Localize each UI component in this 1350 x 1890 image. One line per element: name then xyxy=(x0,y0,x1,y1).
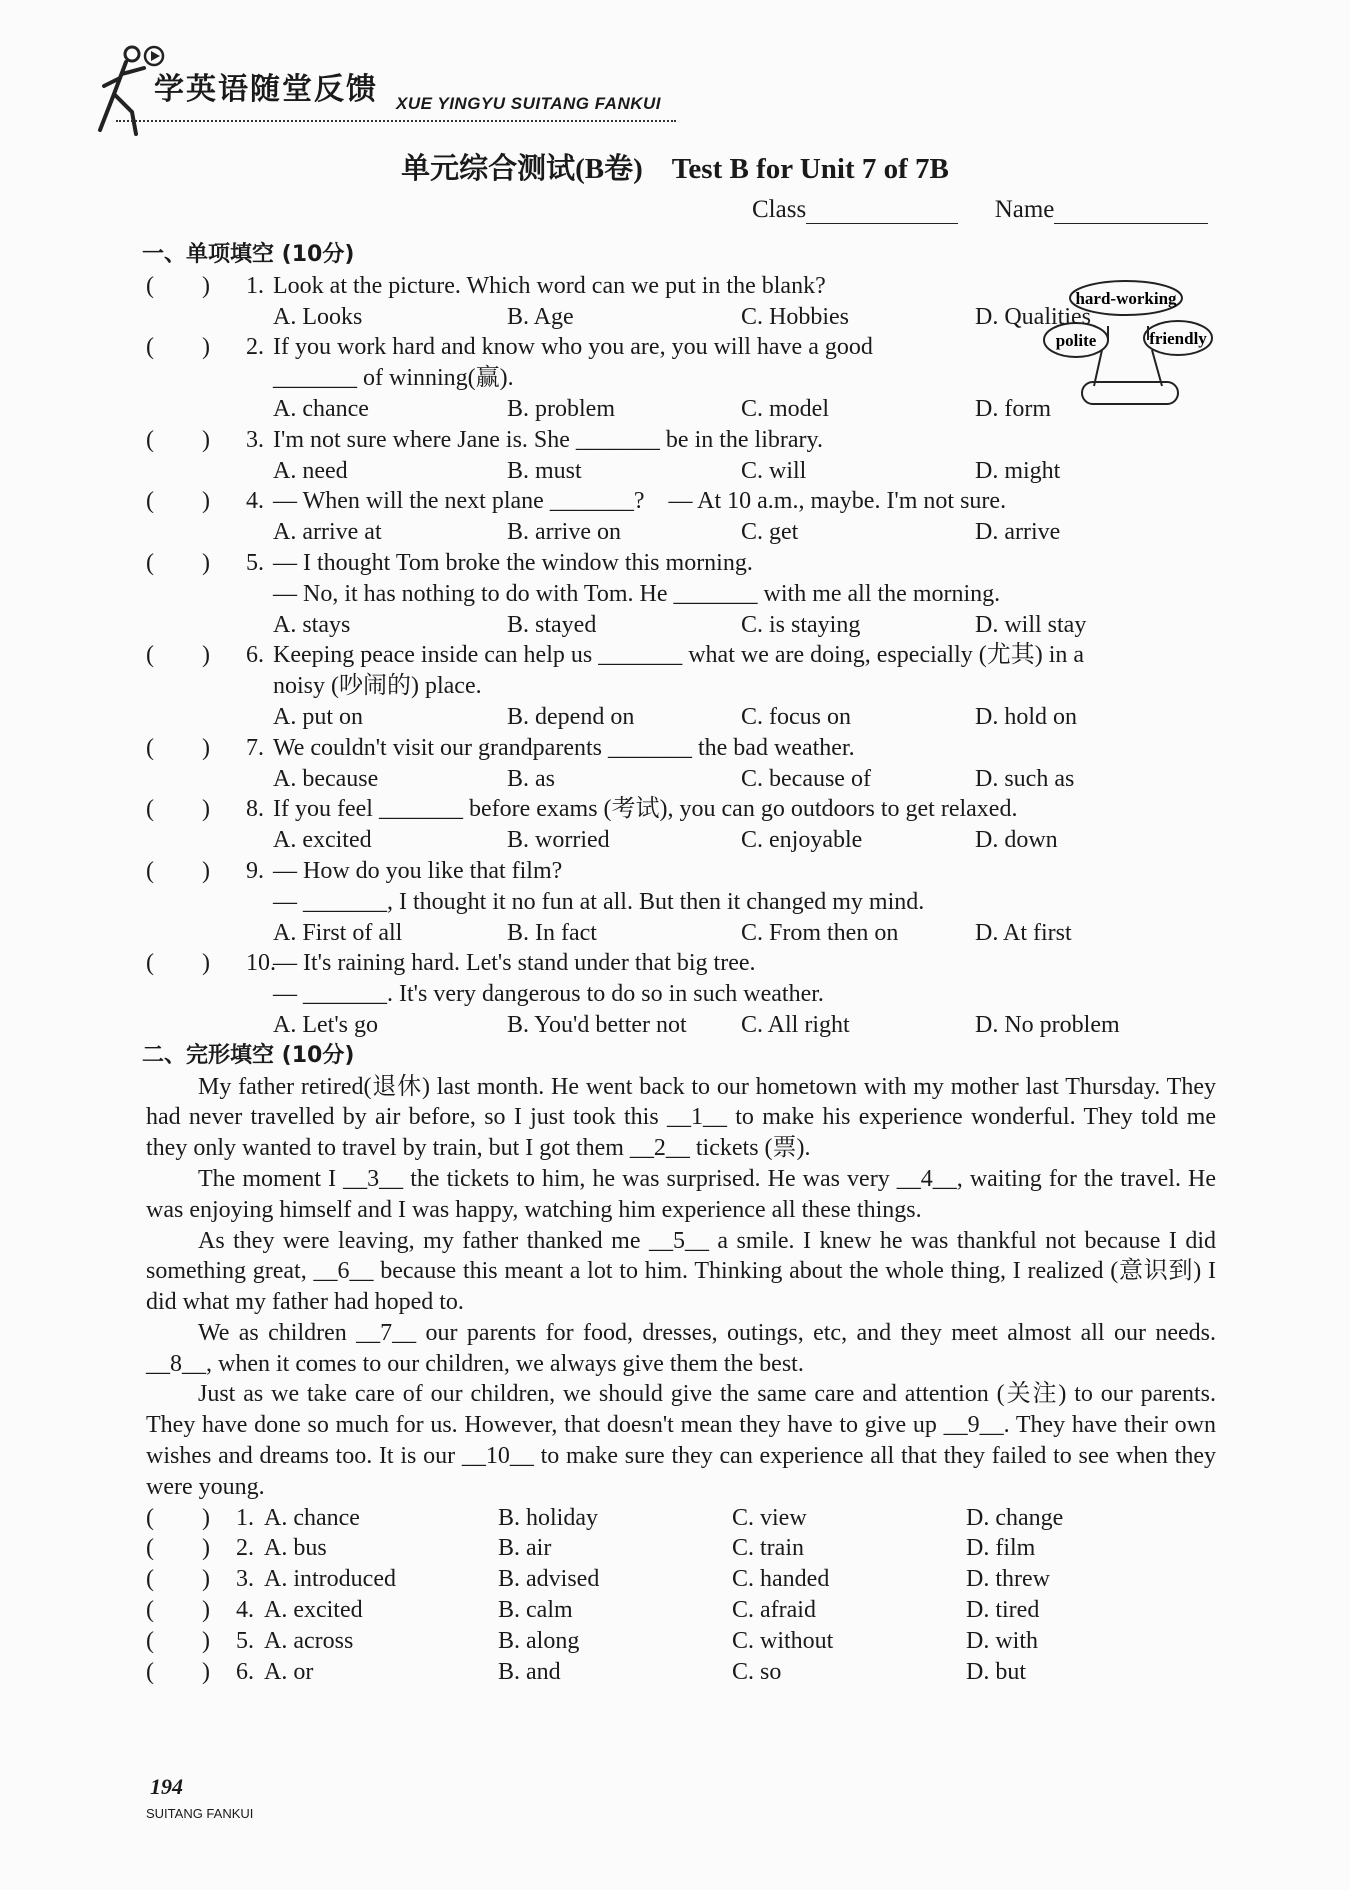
class-label: Class xyxy=(752,196,807,223)
answer-bracket[interactable]: ( ) xyxy=(146,334,210,361)
option[interactable]: D. At first xyxy=(975,919,1072,946)
option[interactable]: D. down xyxy=(975,827,1058,854)
question-text: — It's raining hard. Let's stand under that big tree. xyxy=(273,950,756,977)
question-number: 5. xyxy=(246,549,264,576)
answer-bracket[interactable]: ( ) xyxy=(146,1627,210,1654)
tree-word-friendly: friendly xyxy=(1149,329,1207,348)
page-number: 194 xyxy=(150,1774,183,1799)
option[interactable]: D. Qualities xyxy=(975,303,1091,330)
answer-bracket[interactable]: ( ) xyxy=(146,1597,210,1624)
cloze-option-row xyxy=(146,1595,1216,1626)
option[interactable]: A. or xyxy=(264,1658,314,1685)
question-number: 8. xyxy=(246,796,264,823)
header-logo xyxy=(96,42,696,138)
answer-bracket[interactable]: ( ) xyxy=(146,857,210,884)
question-text: Keeping peace inside can help us _______ what we are doing, especially (尤其) in a xyxy=(273,642,1085,669)
section1-questions xyxy=(146,271,1216,1041)
answer-bracket[interactable]: ( ) xyxy=(146,1658,210,1685)
question-text: If you feel _______ before exams (考试), you can go outdoors to get relaxed. xyxy=(273,796,1018,823)
answer-bracket[interactable]: ( ) xyxy=(146,1566,210,1593)
option[interactable]: A. put on xyxy=(273,703,363,730)
logo-underline xyxy=(116,120,676,122)
question-line xyxy=(146,425,1216,456)
options-row xyxy=(146,918,1216,949)
question-text: — _______. It's very dangerous to do so in such weather. xyxy=(273,981,824,1008)
option[interactable]: A. introduced xyxy=(264,1566,396,1593)
answer-bracket[interactable]: ( ) xyxy=(146,549,210,576)
name-label: Name xyxy=(994,196,1055,223)
answer-bracket[interactable]: ( ) xyxy=(146,642,210,669)
option[interactable]: C. without xyxy=(732,1627,834,1654)
option[interactable]: B. stayed xyxy=(507,611,597,638)
option[interactable]: B. holiday xyxy=(498,1504,598,1531)
option[interactable]: C. handed xyxy=(732,1566,830,1593)
question-line xyxy=(146,363,1216,394)
passage-paragraph: My father retired(退休) last month. He went back to our hometown with my mother last Thursday. They had never travelled by air before, so I just took this __1__ to make his experience wonderful. They told me they only wanted to travel by train, but I got them __2__ tickets (票). xyxy=(146,1073,1216,1162)
option[interactable]: D. film xyxy=(966,1535,1036,1562)
question-line xyxy=(146,579,1216,610)
option[interactable]: D. such as xyxy=(975,765,1075,792)
option[interactable]: D. threw xyxy=(966,1566,1050,1593)
question-number: 2. xyxy=(246,334,264,361)
option[interactable]: C. view xyxy=(732,1504,807,1531)
question-line xyxy=(146,887,1216,918)
answer-bracket[interactable]: ( ) xyxy=(146,426,210,453)
question-number: 7. xyxy=(246,734,264,761)
option[interactable]: A. because xyxy=(273,765,379,792)
option[interactable]: B. In fact xyxy=(507,919,597,946)
question-text: — I thought Tom broke the window this morning. xyxy=(273,549,753,576)
question-text: We couldn't visit our grandparents _______ the bad weather. xyxy=(273,734,855,761)
answer-bracket[interactable]: ( ) xyxy=(146,488,210,515)
option[interactable]: A. arrive at xyxy=(273,519,382,546)
cloze-option-row xyxy=(146,1503,1216,1534)
tree-word-polite: polite xyxy=(1055,331,1097,350)
option[interactable]: C. focus on xyxy=(741,703,851,730)
question-number: 4. xyxy=(246,488,264,515)
question-line xyxy=(146,271,1216,302)
option[interactable]: C. get xyxy=(741,519,799,546)
option[interactable]: B. depend on xyxy=(507,703,635,730)
option[interactable]: A. stays xyxy=(273,611,351,638)
option[interactable]: B. as xyxy=(507,765,555,792)
option[interactable]: C. Hobbies xyxy=(741,303,849,330)
question-number: 1. xyxy=(246,272,264,299)
worksheet-content xyxy=(142,240,1216,1687)
question-line xyxy=(146,640,1216,671)
options-row xyxy=(146,456,1216,487)
passage-paragraph: The moment I __3__ the tickets to him, he was surprised. He was very __4__, waiting for the travel. He was enjoying himself and I was happy, watching him experience all these things. xyxy=(146,1165,1216,1223)
option[interactable]: D. No problem xyxy=(975,1011,1120,1038)
option[interactable]: B. and xyxy=(498,1658,561,1685)
option[interactable]: A. Let's go xyxy=(273,1011,378,1038)
question-text: _______ of winning(赢). xyxy=(273,365,514,392)
question-text: If you work hard and know who you are, you will have a good xyxy=(273,334,873,361)
cloze-option-row xyxy=(146,1657,1216,1688)
question-number: 3. xyxy=(246,426,264,453)
logo-chinese: 学英语随堂反馈 xyxy=(154,72,378,107)
class-blank[interactable] xyxy=(806,199,958,224)
options-row xyxy=(146,1010,1216,1041)
name-blank[interactable] xyxy=(1054,199,1208,224)
options-row xyxy=(146,302,1216,333)
page-title: 单元综合测试(B卷) Test B for Unit 7 of 7B xyxy=(401,153,949,185)
option[interactable]: D. but xyxy=(966,1658,1026,1685)
question-text: — No, it has nothing to do with Tom. He _______ with me all the morning. xyxy=(273,580,1001,607)
option[interactable]: B. calm xyxy=(498,1597,573,1624)
option[interactable]: A. excited xyxy=(264,1597,363,1624)
question-line xyxy=(146,948,1216,979)
option[interactable]: A. First of all xyxy=(273,919,403,946)
passage-paragraph: Just as we take care of our children, we should give the same care and attention (关注) to our parents. They have done so much for us. However, that doesn't mean they have to give up __9__. They have their own wishes and dreams too. It is our __10__ to make sure they can experience all that they failed to see when they were young. xyxy=(146,1381,1216,1500)
option[interactable]: B. along xyxy=(498,1627,580,1654)
question-line xyxy=(146,856,1216,887)
passage-paragraph: We as children __7__ our parents for food, dresses, outings, etc, and they meet almost all our needs. __8__, when it comes to our children, we always give them the best. xyxy=(146,1319,1216,1377)
options-row xyxy=(146,702,1216,733)
answer-bracket[interactable]: ( ) xyxy=(146,734,210,761)
question-line xyxy=(146,486,1216,517)
question-number: 9. xyxy=(246,857,264,884)
cloze-option-row xyxy=(146,1533,1216,1564)
option[interactable]: A. chance xyxy=(273,395,369,422)
answer-bracket[interactable]: ( ) xyxy=(146,796,210,823)
option[interactable]: D. arrive xyxy=(975,519,1061,546)
option[interactable]: D. hold on xyxy=(975,703,1077,730)
option[interactable]: D. change xyxy=(966,1504,1064,1531)
option[interactable]: D. will stay xyxy=(975,611,1087,638)
cloze-option-row xyxy=(146,1564,1216,1595)
option[interactable]: D. tired xyxy=(966,1597,1040,1624)
question-line xyxy=(146,979,1216,1010)
option[interactable]: D. with xyxy=(966,1627,1038,1654)
question-text: — How do you like that film? xyxy=(273,857,563,884)
answer-bracket[interactable]: ( ) xyxy=(146,272,210,299)
cloze-option-row xyxy=(146,1626,1216,1657)
options-row xyxy=(146,394,1216,425)
options-row xyxy=(146,825,1216,856)
question-line xyxy=(146,733,1216,764)
option[interactable]: B. air xyxy=(498,1535,552,1562)
question-number: 5. xyxy=(236,1627,254,1654)
option[interactable]: B. worried xyxy=(507,827,610,854)
section2-heading: 二、完形填空 (10分) xyxy=(142,1042,355,1068)
question-text: — When will the next plane _______? — At 10 a.m., maybe. I'm not sure. xyxy=(273,488,1007,515)
tree-word-hard-working: hard-working xyxy=(1075,289,1177,308)
answer-bracket[interactable]: ( ) xyxy=(146,950,210,977)
option[interactable]: C. enjoyable xyxy=(741,827,863,854)
section1-heading: 一、单项填空 (10分) xyxy=(142,242,355,267)
question-line xyxy=(146,332,1216,363)
option[interactable]: A. excited xyxy=(273,827,372,854)
option[interactable]: C. so xyxy=(732,1658,782,1685)
option[interactable]: A. bus xyxy=(264,1535,327,1562)
question-number: 10. xyxy=(246,950,276,977)
option[interactable]: C. From then on xyxy=(741,919,899,946)
answer-bracket[interactable]: ( ) xyxy=(146,1504,210,1531)
logo-english: XUE YINGYU SUITANG FANKUI xyxy=(396,94,662,113)
option[interactable]: B. problem xyxy=(507,395,615,422)
question-text: Look at the picture. Which word can we put in the blank? xyxy=(273,272,826,299)
option[interactable]: C. because of xyxy=(741,765,871,792)
answer-bracket[interactable]: ( ) xyxy=(146,1535,210,1562)
section2-passage xyxy=(146,1072,1216,1503)
option[interactable]: D. form xyxy=(975,395,1051,422)
section2-answers xyxy=(146,1503,1216,1688)
question-number: 3. xyxy=(236,1566,254,1593)
option[interactable]: A. across xyxy=(264,1627,354,1654)
question-number: 4. xyxy=(236,1597,254,1624)
question-number: 6. xyxy=(246,642,264,669)
option[interactable]: B. must xyxy=(507,457,582,484)
option[interactable]: B. You'd better not xyxy=(507,1011,687,1038)
question-number: 2. xyxy=(236,1535,254,1562)
class-name-fields xyxy=(752,196,1208,224)
option[interactable]: C. train xyxy=(732,1535,804,1562)
option[interactable]: B. arrive on xyxy=(507,519,621,546)
question-line xyxy=(146,548,1216,579)
options-row xyxy=(146,764,1216,795)
option[interactable]: A. Looks xyxy=(273,303,363,330)
question-text: — _______, I thought it no fun at all. But then it changed my mind. xyxy=(273,888,925,915)
question-line xyxy=(146,794,1216,825)
option[interactable]: C. afraid xyxy=(732,1597,816,1624)
option[interactable]: C. will xyxy=(741,457,807,484)
footer-brand: SUITANG FANKUI xyxy=(146,1806,254,1821)
option[interactable]: C. All right xyxy=(741,1011,850,1038)
question-line xyxy=(146,671,1216,702)
option[interactable]: D. might xyxy=(975,457,1061,484)
options-row xyxy=(146,517,1216,548)
question-number: 1. xyxy=(236,1504,254,1531)
option[interactable]: B. Age xyxy=(507,303,574,330)
question-text: I'm not sure where Jane is. She _______ be in the library. xyxy=(273,426,823,453)
passage-paragraph: As they were leaving, my father thanked me __5__ a smile. I knew he was thankful not because I did something great, __6__ because this meant a lot to him. Thinking about the whole thing, I realized (意识到) I did what my father had hoped to. xyxy=(146,1227,1216,1316)
question-text: noisy (吵闹的) place. xyxy=(273,673,482,700)
options-row xyxy=(146,610,1216,641)
question-number: 6. xyxy=(236,1658,254,1685)
option[interactable]: B. advised xyxy=(498,1566,600,1593)
option[interactable]: C. model xyxy=(741,395,829,422)
option[interactable]: C. is staying xyxy=(741,611,861,638)
option[interactable]: A. chance xyxy=(264,1504,360,1531)
option[interactable]: A. need xyxy=(273,457,348,484)
